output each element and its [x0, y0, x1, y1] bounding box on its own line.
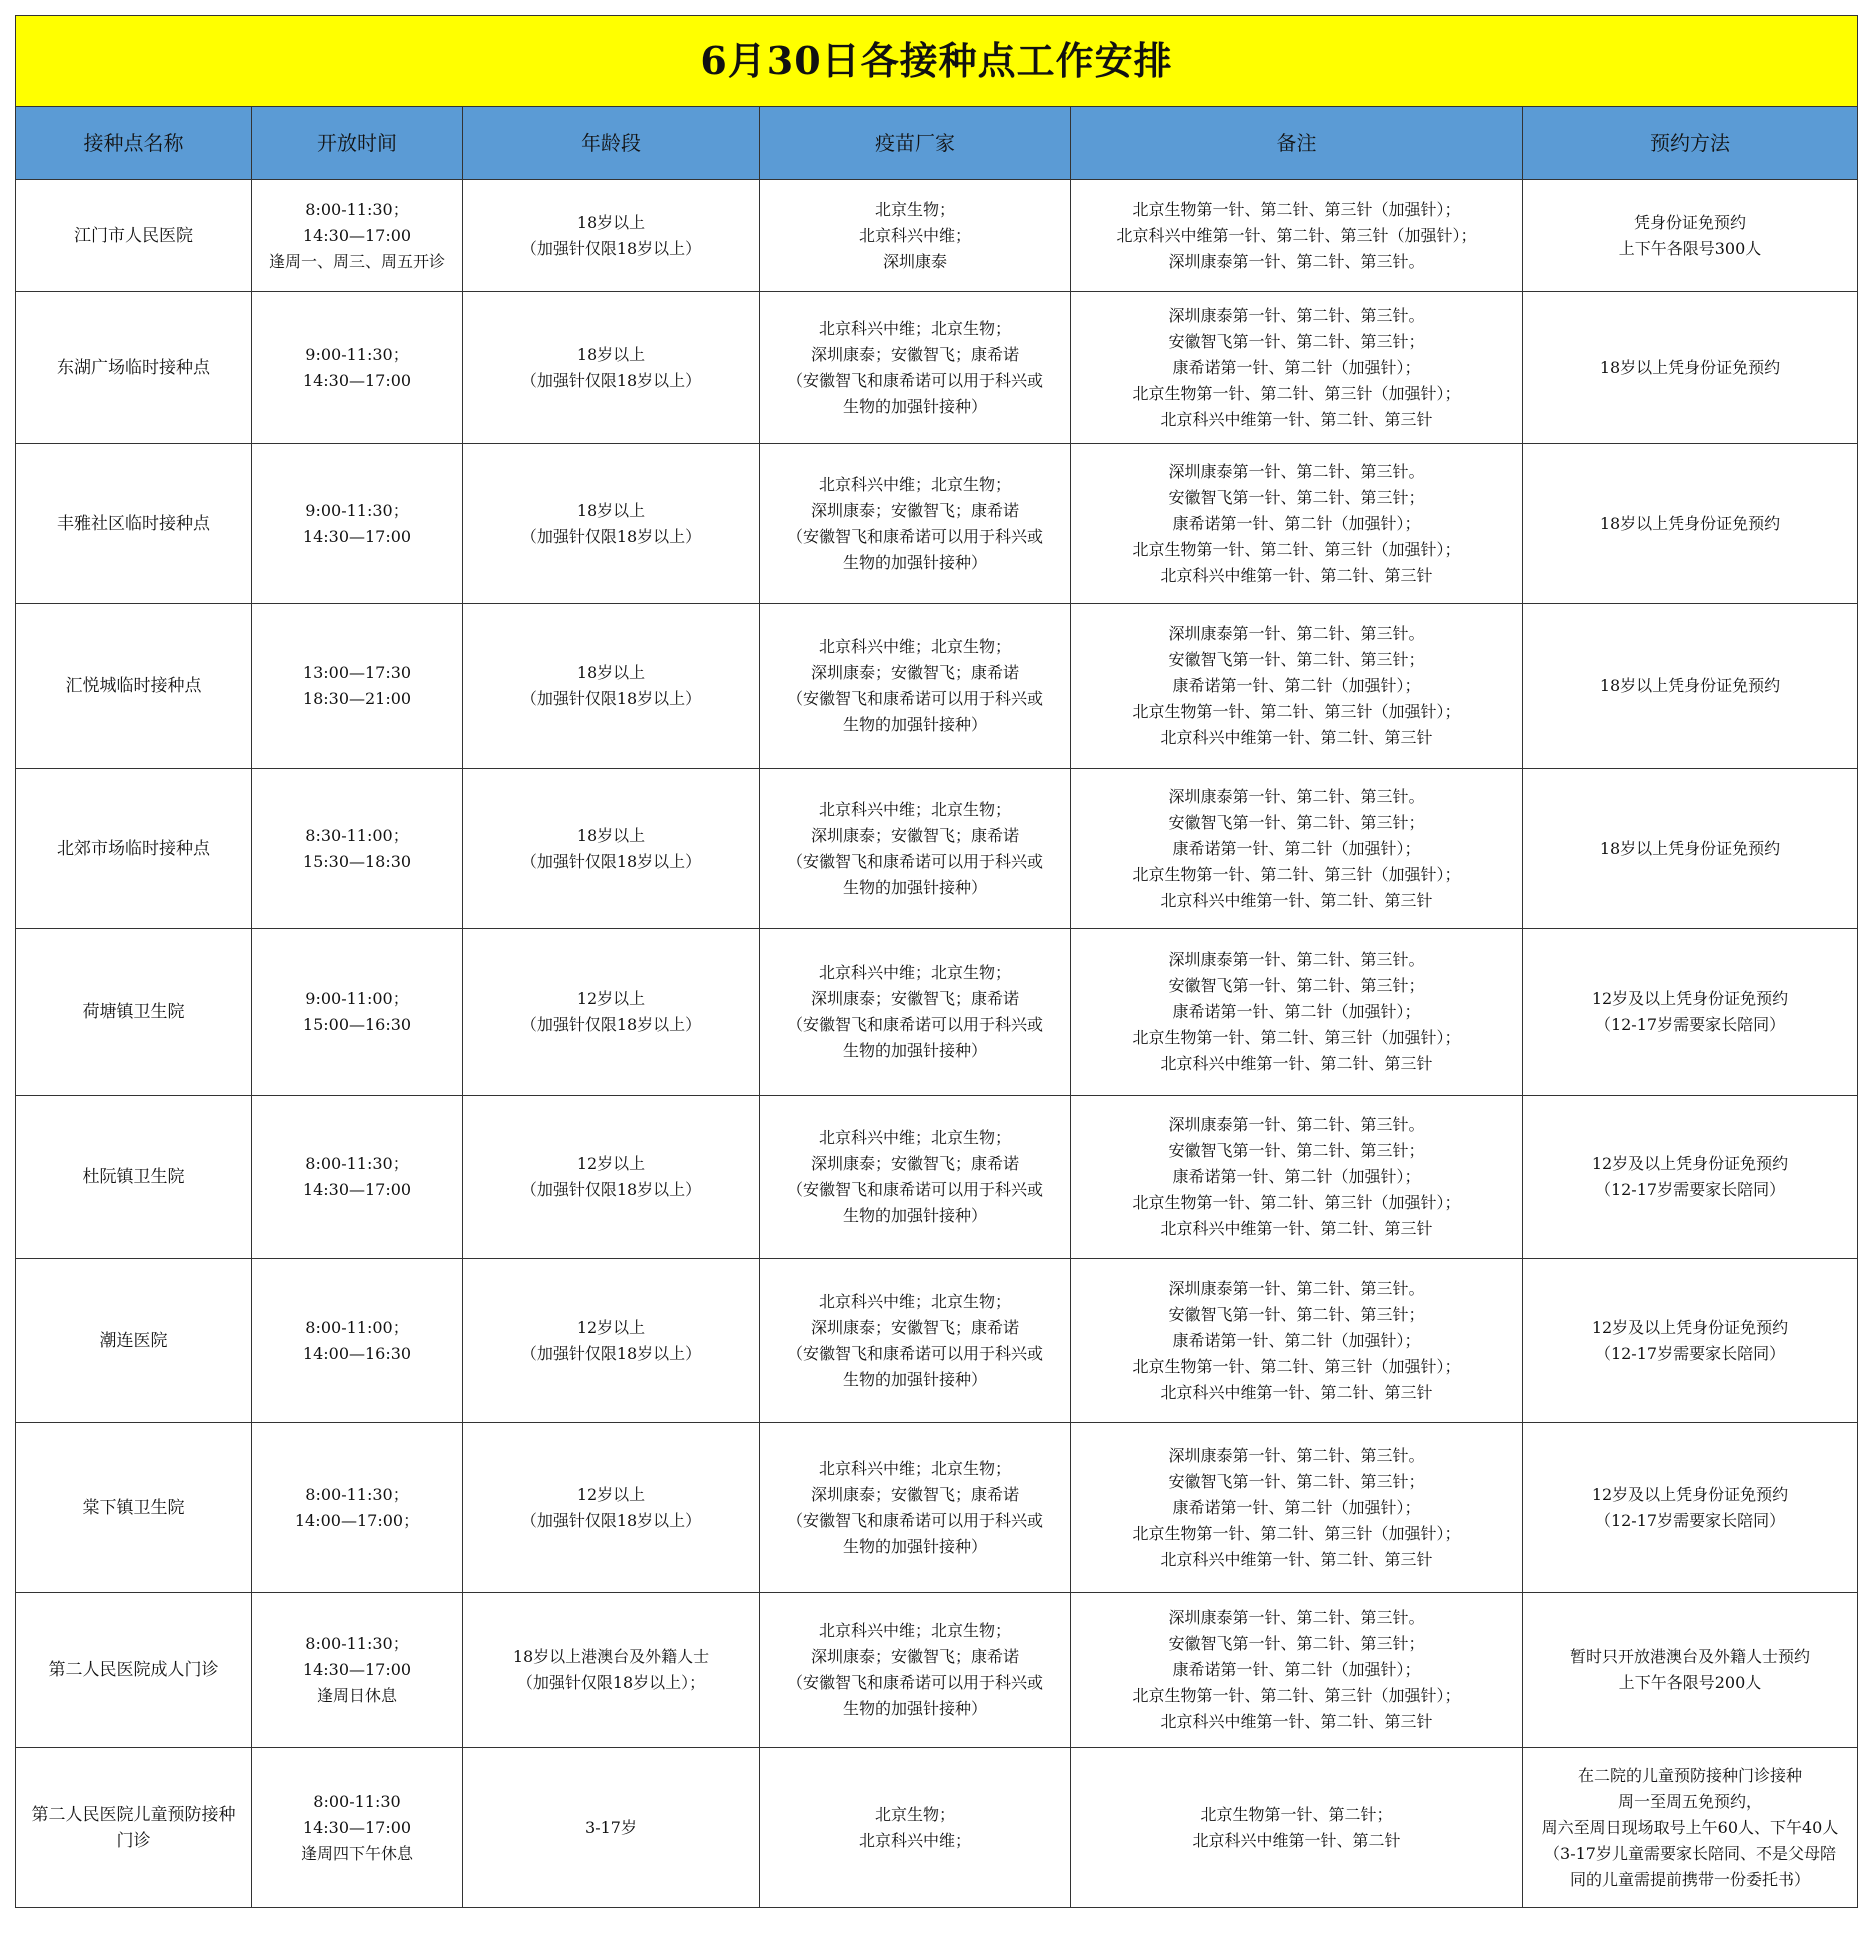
site-name-cell: 荷塘镇卫生院: [16, 929, 252, 1096]
open-hours-cell: 8:00-11:30； 14:00—17:00；: [252, 1423, 463, 1593]
open-hours-cell: 13:00—17:30 18:30—21:00: [252, 604, 463, 769]
header-notes: 备注: [1071, 107, 1523, 180]
age-range-cell: 18岁以上 （加强针仅限18岁以上）: [463, 604, 760, 769]
age-range-cell: 18岁以上 （加强针仅限18岁以上）: [463, 769, 760, 929]
table-row: [16, 444, 1858, 604]
table-row: [16, 1423, 1858, 1593]
page-title: 6月30日各接种点工作安排: [16, 16, 1858, 107]
site-name-cell: 北郊市场临时接种点: [16, 769, 252, 929]
site-name-cell: 东湖广场临时接种点: [16, 292, 252, 444]
table-row: [16, 180, 1858, 292]
booking-method-cell: 凭身份证免预约 上下午各限号300人: [1523, 180, 1858, 292]
notes-cell: 深圳康泰第一针、第二针、第三针。 安徽智飞第一针、第二针、第三针； 康希诺第一针、第二针（加强针）； 北京生物第一针、第二针、第三针（加强针）； 北京科兴中维第一针、第二针、第三针: [1071, 1259, 1523, 1423]
open-hours-cell: 8:00-11:30 14:30—17:00 逢周四下午休息: [252, 1748, 463, 1908]
booking-method-cell: 18岁以上凭身份证免预约: [1523, 292, 1858, 444]
table-row: [16, 1259, 1858, 1423]
notes-cell: 深圳康泰第一针、第二针、第三针。 安徽智飞第一针、第二针、第三针； 康希诺第一针、第二针（加强针）； 北京生物第一针、第二针、第三针（加强针）； 北京科兴中维第一针、第二针、第三针: [1071, 444, 1523, 604]
site-name-cell: 第二人民医院儿童预防接种 门诊: [16, 1748, 252, 1908]
booking-method-cell: 18岁以上凭身份证免预约: [1523, 604, 1858, 769]
age-range-cell: 12岁以上 （加强针仅限18岁以上）: [463, 929, 760, 1096]
booking-method-cell: 12岁及以上凭身份证免预约 （12-17岁需要家长陪同）: [1523, 929, 1858, 1096]
site-name-cell: 汇悦城临时接种点: [16, 604, 252, 769]
age-range-cell: 18岁以上 （加强针仅限18岁以上）: [463, 180, 760, 292]
vaccine-vendor-cell: 北京科兴中维；北京生物； 深圳康泰；安徽智飞；康希诺 （安徽智飞和康希诺可以用于科兴或 生物的加强针接种）: [760, 444, 1071, 604]
notes-cell: 深圳康泰第一针、第二针、第三针。 安徽智飞第一针、第二针、第三针； 康希诺第一针、第二针（加强针）； 北京生物第一针、第二针、第三针（加强针）； 北京科兴中维第一针、第二针、第三针: [1071, 1096, 1523, 1259]
age-range-cell: 12岁以上 （加强针仅限18岁以上）: [463, 1259, 760, 1423]
table-row: [16, 1593, 1858, 1748]
table-row: [16, 292, 1858, 444]
header-age-range: 年龄段: [463, 107, 760, 180]
open-hours-cell: 9:00-11:30； 14:30—17:00: [252, 444, 463, 604]
header-booking-method: 预约方法: [1523, 107, 1858, 180]
notes-cell: 深圳康泰第一针、第二针、第三针。 安徽智飞第一针、第二针、第三针； 康希诺第一针、第二针（加强针）； 北京生物第一针、第二针、第三针（加强针）； 北京科兴中维第一针、第二针、第三针: [1071, 292, 1523, 444]
site-name-cell: 杜阮镇卫生院: [16, 1096, 252, 1259]
age-range-cell: 18岁以上港澳台及外籍人士 （加强针仅限18岁以上）；: [463, 1593, 760, 1748]
notes-cell: 深圳康泰第一针、第二针、第三针。 安徽智飞第一针、第二针、第三针； 康希诺第一针、第二针（加强针）； 北京生物第一针、第二针、第三针（加强针）； 北京科兴中维第一针、第二针、第三针: [1071, 1593, 1523, 1748]
header-open-hours: 开放时间: [252, 107, 463, 180]
table-row: [16, 769, 1858, 929]
site-name-cell: 江门市人民医院: [16, 180, 252, 292]
site-name-cell: 丰雅社区临时接种点: [16, 444, 252, 604]
vaccine-vendor-cell: 北京科兴中维；北京生物； 深圳康泰；安徽智飞；康希诺 （安徽智飞和康希诺可以用于科兴或 生物的加强针接种）: [760, 929, 1071, 1096]
open-hours-cell: 9:00-11:30； 14:30—17:00: [252, 292, 463, 444]
notes-cell: 深圳康泰第一针、第二针、第三针。 安徽智飞第一针、第二针、第三针； 康希诺第一针、第二针（加强针）； 北京生物第一针、第二针、第三针（加强针）； 北京科兴中维第一针、第二针、第三针: [1071, 604, 1523, 769]
open-hours-cell: 9:00-11:00； 15:00—16:30: [252, 929, 463, 1096]
age-range-cell: 12岁以上 （加强针仅限18岁以上）: [463, 1423, 760, 1593]
title-row: [16, 16, 1858, 107]
notes-cell: 深圳康泰第一针、第二针、第三针。 安徽智飞第一针、第二针、第三针； 康希诺第一针、第二针（加强针）； 北京生物第一针、第二针、第三针（加强针）； 北京科兴中维第一针、第二针、第三针: [1071, 1423, 1523, 1593]
age-range-cell: 18岁以上 （加强针仅限18岁以上）: [463, 292, 760, 444]
table-row: [16, 1096, 1858, 1259]
notes-cell: 深圳康泰第一针、第二针、第三针。 安徽智飞第一针、第二针、第三针； 康希诺第一针、第二针（加强针）； 北京生物第一针、第二针、第三针（加强针）； 北京科兴中维第一针、第二针、第三针: [1071, 929, 1523, 1096]
notes-cell: 深圳康泰第一针、第二针、第三针。 安徽智飞第一针、第二针、第三针； 康希诺第一针、第二针（加强针）； 北京生物第一针、第二针、第三针（加强针）； 北京科兴中维第一针、第二针、第三针: [1071, 769, 1523, 929]
notes-cell: 北京生物第一针、第二针、第三针（加强针）； 北京科兴中维第一针、第二针、第三针（加强针）； 深圳康泰第一针、第二针、第三针。: [1071, 180, 1523, 292]
schedule-sheet: [15, 15, 1857, 1908]
header-site-name: 接种点名称: [16, 107, 252, 180]
vaccine-vendor-cell: 北京科兴中维；北京生物； 深圳康泰；安徽智飞；康希诺 （安徽智飞和康希诺可以用于科兴或 生物的加强针接种）: [760, 1593, 1071, 1748]
notes-cell: 北京生物第一针、第二针； 北京科兴中维第一针、第二针: [1071, 1748, 1523, 1908]
booking-method-cell: 暂时只开放港澳台及外籍人士预约 上下午各限号200人: [1523, 1593, 1858, 1748]
booking-method-cell: 在二院的儿童预防接种门诊接种 周一至周五免预约， 周六至周日现场取号上午60人、下午40人 （3-17岁儿童需要家长陪同、不是父母陪 同的儿童需提前携带一份委托书）: [1523, 1748, 1858, 1908]
vaccine-vendor-cell: 北京科兴中维；北京生物； 深圳康泰；安徽智飞；康希诺 （安徽智飞和康希诺可以用于科兴或 生物的加强针接种）: [760, 1096, 1071, 1259]
table-row: [16, 604, 1858, 769]
vaccine-vendor-cell: 北京科兴中维；北京生物； 深圳康泰；安徽智飞；康希诺 （安徽智飞和康希诺可以用于科兴或 生物的加强针接种）: [760, 1423, 1071, 1593]
booking-method-cell: 12岁及以上凭身份证免预约 （12-17岁需要家长陪同）: [1523, 1096, 1858, 1259]
header-vaccine-vendor: 疫苗厂家: [760, 107, 1071, 180]
age-range-cell: 3-17岁: [463, 1748, 760, 1908]
site-name-cell: 第二人民医院成人门诊: [16, 1593, 252, 1748]
header-row: [16, 107, 1858, 180]
booking-method-cell: 18岁以上凭身份证免预约: [1523, 444, 1858, 604]
open-hours-cell: 8:30-11:00； 15:30—18:30: [252, 769, 463, 929]
open-hours-cell: 8:00-11:30； 14:30—17:00: [252, 1096, 463, 1259]
table-row: [16, 929, 1858, 1096]
vaccine-vendor-cell: 北京科兴中维；北京生物； 深圳康泰；安徽智飞；康希诺 （安徽智飞和康希诺可以用于科兴或 生物的加强针接种）: [760, 604, 1071, 769]
open-hours-cell: 8:00-11:30； 14:30—17:00 逢周一、周三、周五开诊: [252, 180, 463, 292]
site-name-cell: 棠下镇卫生院: [16, 1423, 252, 1593]
booking-method-cell: 12岁及以上凭身份证免预约 （12-17岁需要家长陪同）: [1523, 1423, 1858, 1593]
age-range-cell: 18岁以上 （加强针仅限18岁以上）: [463, 444, 760, 604]
vaccine-vendor-cell: 北京生物； 北京科兴中维； 深圳康泰: [760, 180, 1071, 292]
vaccine-vendor-cell: 北京科兴中维；北京生物； 深圳康泰；安徽智飞；康希诺 （安徽智飞和康希诺可以用于科兴或 生物的加强针接种）: [760, 769, 1071, 929]
age-range-cell: 12岁以上 （加强针仅限18岁以上）: [463, 1096, 760, 1259]
schedule-table: [15, 15, 1858, 1908]
vaccine-vendor-cell: 北京生物； 北京科兴中维；: [760, 1748, 1071, 1908]
open-hours-cell: 8:00-11:30； 14:30—17:00 逢周日休息: [252, 1593, 463, 1748]
booking-method-cell: 18岁以上凭身份证免预约: [1523, 769, 1858, 929]
vaccine-vendor-cell: 北京科兴中维；北京生物； 深圳康泰；安徽智飞；康希诺 （安徽智飞和康希诺可以用于科兴或 生物的加强针接种）: [760, 1259, 1071, 1423]
booking-method-cell: 12岁及以上凭身份证免预约 （12-17岁需要家长陪同）: [1523, 1259, 1858, 1423]
table-row: [16, 1748, 1858, 1908]
vaccine-vendor-cell: 北京科兴中维；北京生物； 深圳康泰；安徽智飞；康希诺 （安徽智飞和康希诺可以用于科兴或 生物的加强针接种）: [760, 292, 1071, 444]
open-hours-cell: 8:00-11:00； 14:00—16:30: [252, 1259, 463, 1423]
site-name-cell: 潮连医院: [16, 1259, 252, 1423]
